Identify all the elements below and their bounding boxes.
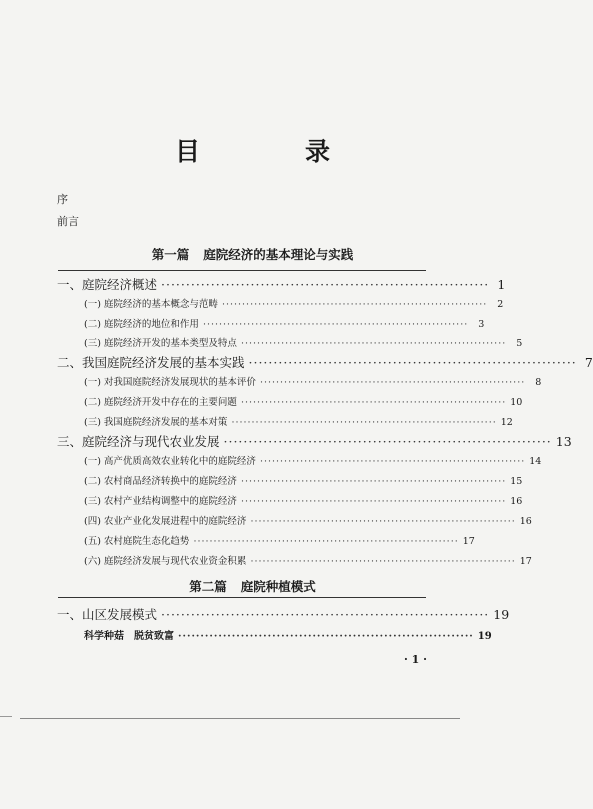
page-number: 10 (510, 397, 523, 408)
page-number: 12 (500, 417, 513, 428)
leader-dots: ·································································· (259, 456, 526, 467)
toc-section-3-5[interactable] (84, 533, 475, 547)
leader-dots: ·································································· (250, 556, 516, 567)
leader-dots: ·································································· (223, 434, 552, 449)
front-matter-foreword: 前言 (57, 215, 79, 228)
toc-part2-entry-1[interactable] (84, 627, 492, 642)
section-title: (二) 庭院经济开发中存在的主要问题 (84, 397, 237, 408)
part2-name: 庭院种植模式 (240, 579, 316, 594)
toc-section-2-1[interactable] (84, 374, 542, 388)
front-matter-preface: 序 (57, 193, 68, 206)
leader-dots: ·································································· (248, 355, 577, 370)
page-footer-number: · 1 · (404, 653, 427, 666)
part2-rule (58, 597, 426, 598)
section-title: (三) 我国庭院经济发展的基本对策 (84, 417, 228, 428)
section-title: (一) 庭院经济的基本概念与范畴 (84, 299, 218, 310)
toc-section-3-1[interactable] (84, 453, 542, 467)
page-number: 7 (584, 355, 593, 370)
page-number: 16 (510, 496, 523, 507)
scan-edge-mark (0, 716, 12, 717)
page-number: 13 (555, 434, 572, 449)
leader-dots: ·································································· (259, 377, 526, 388)
page-title: 目 录 (174, 137, 370, 166)
section-title: (一) 对我国庭院经济发展现状的基本评价 (84, 377, 256, 388)
leader-dots: ·································································· (250, 516, 516, 527)
part2-label: 第二篇 (189, 579, 227, 594)
page-number: 17 (519, 556, 532, 567)
section-title: (一) 高产优质高效农业转化中的庭院经济 (84, 456, 256, 467)
toc-section-2-3[interactable] (84, 414, 513, 428)
leader-dots: ·································································· (178, 631, 474, 642)
page-number: 8 (535, 377, 542, 388)
leader-dots: ·································································· (193, 536, 459, 547)
toc-section-3-6[interactable] (84, 553, 532, 567)
toc-chapter-3[interactable] (57, 432, 572, 450)
toc-chapter-2[interactable] (57, 353, 593, 371)
toc-section-1-2[interactable] (84, 316, 485, 330)
chapter-title: 三、庭院经济与现代农业发展 (57, 434, 220, 449)
toc-section-3-3[interactable] (84, 493, 523, 507)
toc-section-1-3[interactable] (84, 335, 523, 349)
section-title: (二) 农村商品经济转换中的庭院经济 (84, 476, 237, 487)
chapter-title: 一、庭院经济概述 (57, 277, 158, 292)
section-title: (五) 农村庭院生态化趋势 (84, 536, 190, 547)
toc-part2-chapter-1[interactable] (57, 605, 510, 623)
page-bottom-edge (20, 718, 460, 719)
entry-title: 科学种菇 脱贫致富 (84, 631, 174, 642)
leader-dots: ·································································· (202, 319, 469, 330)
leader-dots: ·································································· (240, 397, 507, 408)
toc-section-3-4[interactable] (84, 513, 532, 527)
page-number: 14 (529, 456, 542, 467)
part1-rule (58, 270, 426, 271)
section-title: (四) 农业产业化发展进程中的庭院经济 (84, 516, 247, 527)
page-number: 5 (516, 338, 523, 349)
section-title: (三) 农村产业结构调整中的庭院经济 (84, 496, 237, 507)
part2-heading (0, 577, 505, 595)
part1-name: 庭院经济的基本理论与实践 (203, 247, 354, 262)
part1-heading (0, 245, 505, 263)
toc-section-1-1[interactable] (84, 296, 504, 310)
section-title: (二) 庭院经济的地位和作用 (84, 319, 199, 330)
leader-dots: ·································································· (161, 607, 490, 622)
page-number: 16 (519, 516, 532, 527)
leader-dots: ·································································· (231, 417, 497, 428)
page-number: 2 (497, 299, 504, 310)
page-number: 19 (493, 607, 510, 622)
part1-label: 第一篇 (151, 247, 190, 262)
chapter-title: 二、我国庭院经济发展的基本实践 (57, 355, 245, 370)
leader-dots: ·································································· (221, 299, 488, 310)
toc-chapter-1[interactable] (57, 275, 506, 293)
page-number: 19 (477, 631, 492, 642)
section-title: (三) 庭院经济开发的基本类型及特点 (84, 338, 237, 349)
leader-dots: ·································································· (240, 476, 507, 487)
page-number: 17 (462, 536, 475, 547)
leader-dots: ·································································· (240, 338, 507, 349)
toc-section-2-2[interactable] (84, 394, 523, 408)
leader-dots: ·································································· (161, 277, 490, 292)
toc-section-3-2[interactable] (84, 473, 523, 487)
page-number: 15 (510, 476, 523, 487)
leader-dots: ·································································· (240, 496, 507, 507)
page-number: 3 (478, 319, 485, 330)
chapter-title: 一、山区发展模式 (57, 607, 158, 622)
section-title: (六) 庭院经济发展与现代农业资金积累 (84, 556, 247, 567)
page-number: 1 (497, 277, 506, 292)
